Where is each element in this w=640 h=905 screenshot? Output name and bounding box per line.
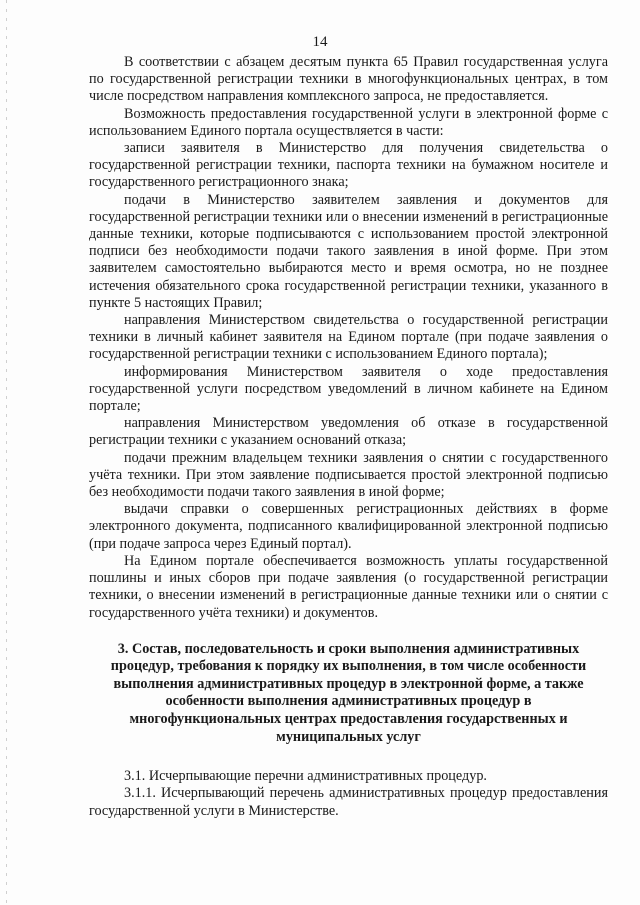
section-heading: 3. Состав, последовательность и сроки выполнения административных процедур, требования к порядку их выполнения, в том числе особенности выполнения административных процедур в электронной форме, а также особенности выполнения административных процедур в многофункциональных центрах предоставления государственных и муниципальных услуг [110, 640, 587, 745]
list-item-certificate-issue: выдачи справки о совершенных регистрационных действиях в форме электронного документа, подписанного квалифицированной электронной подписью (при подаче запроса через Единый портал). [89, 501, 608, 552]
list-item-progress-notification: информирования Министерством заявителя о ходе предоставления государственной услуги посредством уведомлений в личном кабинете на Едином портале; [89, 363, 608, 415]
paragraph-mfc: В соответствии с абзацем десятым пункта 65 Правил государственная услуга по государственной регистрации техники в многофункциональных центрах, в том числе посредством направления комплексного запроса, не предоставляется. [89, 54, 608, 105]
list-item-appointment: записи заявителя в Министерство для получения свидетельства о государственной регистрации техники, паспорта техники на бумажном носителе и государственного регистрационного знака; [89, 140, 608, 191]
paragraph-electronic-form: Возможность предоставления государственной услуги в электронной форме с использованием Единого портала осуществляется в части: [89, 105, 608, 139]
paragraph-procedure-list-ministry: 3.1.1. Исчерпывающий перечень административных процедур предоставления государственной услуги в Министерстве. [89, 785, 608, 819]
list-item-application-submission: подачи в Министерство заявителем заявления и документов для государственной регистрации техники или о внесении изменений в регистрационные данные техники, которые подписываются с использованием простой электронной подписи без необходимости подачи такого заявления в иной форме. При этом заявителем самостоятельно выбираются место и время осмотра, но не позднее истечения обязательного срока государственной регистрации техники, указанного в пункте 5 настоящих Правил; [89, 191, 608, 311]
list-item-refusal-notice: направления Министерством уведомления об отказе в государственной регистрации техники с указанием оснований отказа; [89, 415, 608, 449]
page-number: 14 [312, 34, 328, 50]
list-item-deregistration: подачи прежним владельцем техники заявления о снятии с государственного учёта техники. При этом заявление подписывается простой электронной подписью без необходимости подачи такого заявления в иной форме; [89, 449, 608, 501]
paragraph-procedure-lists: 3.1. Исчерпывающие перечни административных процедур. [124, 768, 487, 785]
list-item-certificate-delivery: направления Министерством свидетельства о государственной регистрации техники в личный кабинет заявителя на Едином портале (при подаче заявления о государственной регистрации техники с использованием Единого портала); [89, 312, 608, 363]
paragraph-fee-payment: На Едином портале обеспечивается возможность уплаты государственной пошлины и иных сборов при подаче заявления (о государственной регистрации техники, о внесении изменений в регистрационные данные техники или о снятии с государственного учёта техники) и документов. [89, 552, 608, 621]
document-body [89, 54, 608, 820]
scan-edge-divider [6, 0, 7, 905]
